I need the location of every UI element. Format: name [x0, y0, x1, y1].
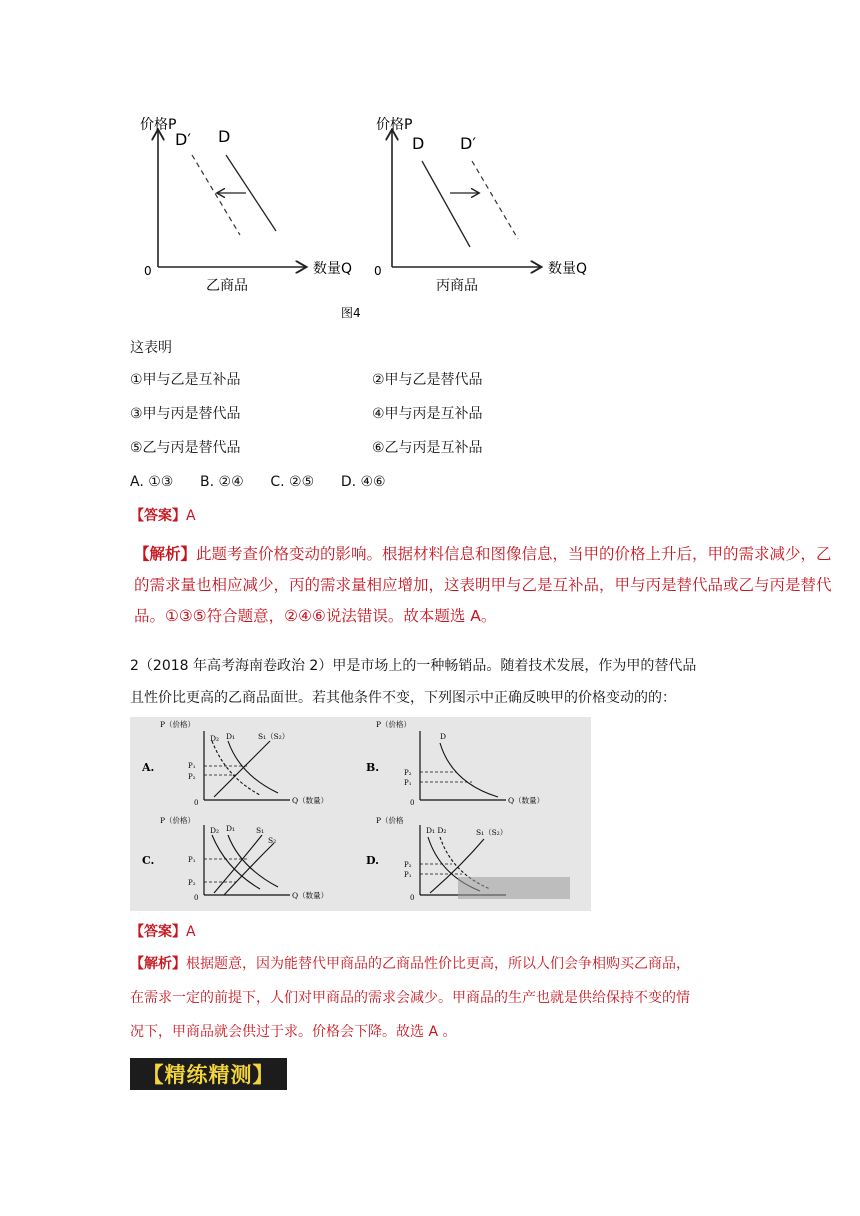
question-2-line-1: 2（2018 年高考海南卷政治 2）甲是市场上的一种畅销品。随着技术发展，作为甲的替代品	[130, 658, 697, 674]
left-curve-shifted-label: D′	[175, 130, 191, 149]
svg-text:0: 0	[194, 799, 199, 807]
svg-text:P₂: P₂	[188, 773, 196, 781]
option-3: ③甲与丙是替代品	[130, 406, 241, 422]
svg-text:P₁: P₁	[188, 856, 196, 864]
right-origin: 0	[374, 264, 382, 278]
chart-d-label: D.	[366, 854, 379, 867]
svg-text:S₁（S₂）: S₁（S₂）	[258, 732, 290, 741]
svg-text:P₁: P₁	[404, 871, 412, 879]
svg-text:P（价格）: P（价格）	[160, 816, 196, 825]
svg-text:P₂: P₂	[188, 879, 196, 887]
answer-1	[130, 506, 196, 526]
left-curve-original-label: D	[218, 127, 231, 146]
right-xaxis-label: 数量Q	[548, 261, 588, 277]
option-6: ⑥乙与丙是互补品	[372, 440, 483, 456]
answer-2-value: A	[186, 924, 196, 940]
svg-text:P（价格）: P（价格）	[376, 720, 412, 729]
svg-text:0: 0	[194, 894, 199, 902]
svg-text:Q（数量）: Q（数量）	[292, 796, 329, 805]
svg-text:P₁: P₁	[404, 779, 412, 787]
figure-4	[130, 105, 610, 325]
chart-option-d	[366, 815, 570, 902]
svg-text:P₂: P₂	[404, 769, 412, 777]
svg-text:D₂: D₂	[210, 826, 220, 835]
svg-text:P₂: P₂	[404, 861, 412, 869]
svg-text:0: 0	[410, 894, 415, 902]
left-caption: 乙商品	[206, 278, 248, 294]
analysis-text: 此题考查价格变动的影响。根据材料信息和图像信息，当甲的价格上升后，甲的需求减少，乙的需求量也相应减少，丙的需求量相应增加，这表明甲与乙是互补品，甲与丙是替代品或乙与丙是替代品。①③⑤符合题意，②④⑥说法错误。故本题选 A。	[134, 545, 832, 625]
right-curve-shifted-label: D′	[460, 134, 476, 153]
question-stem: 这表明	[130, 340, 172, 356]
analysis-2-line-3: 况下，甲商品就会供过于求。价格会下降。故选 A 。	[130, 1024, 457, 1040]
answer-choices: A. ①③ B. ②④ C. ②⑤ D. ④⑥	[130, 474, 386, 490]
left-origin: 0	[144, 264, 152, 278]
right-caption: 丙商品	[436, 278, 478, 294]
blurred-watermark	[458, 877, 570, 899]
section-banner	[130, 1058, 287, 1090]
right-demand-curve	[422, 161, 470, 247]
chart-yi	[140, 116, 352, 294]
analysis-label: 【解析】	[134, 545, 197, 563]
svg-text:D₁ D₂: D₁ D₂	[426, 826, 447, 835]
answer-value: A	[186, 508, 196, 524]
left-xaxis-label: 数量Q	[313, 261, 353, 277]
svg-text:0: 0	[410, 799, 415, 807]
question-2-line-2: 且性价比更高的乙商品面世。若其他条件不变，下列图示中正确反映甲的价格变动的的：	[130, 690, 676, 706]
chart-option-b	[366, 719, 544, 807]
chart-option-a	[141, 719, 328, 807]
svg-text:S₁: S₁	[256, 826, 265, 835]
chart-c-label: C.	[142, 854, 155, 867]
svg-text:P（价格: P（价格	[376, 816, 404, 825]
analysis-1	[134, 539, 844, 632]
right-curve-original-label: D	[412, 134, 425, 153]
option-5: ⑤乙与丙是替代品	[130, 440, 241, 456]
svg-text:Q（数量）: Q（数量）	[292, 891, 329, 900]
svg-text:D₂: D₂	[210, 734, 220, 743]
right-dashed-demand-curve	[472, 161, 518, 239]
option-1: ①甲与乙是互补品	[130, 372, 241, 388]
analysis-2-line-2: 在需求一定的前提下，人们对甲商品的需求会减少。甲商品的生产也就是供给保持不变的情	[130, 990, 690, 1006]
answer-2	[130, 922, 196, 942]
option-4: ④甲与丙是互补品	[372, 406, 483, 422]
section-banner-text: 【精练精测】	[142, 1063, 275, 1087]
svg-text:D₁: D₁	[226, 732, 236, 741]
svg-text:P（价格）: P（价格）	[160, 720, 196, 729]
svg-text:D: D	[440, 732, 447, 741]
left-dashed-demand-curve	[192, 155, 240, 235]
analysis-2-line-1: 【解析】根据题意，因为能替代甲商品的乙商品性价比更高，所以人们会争相购买乙商品，	[130, 956, 690, 972]
analysis-2-label: 【解析】	[130, 956, 186, 972]
answer-label: 【答案】	[130, 508, 186, 524]
chart-option-c	[142, 815, 328, 902]
svg-text:S₁（S₂）: S₁（S₂）	[476, 828, 508, 837]
right-yaxis-label: 价格P	[376, 117, 413, 133]
answer-2-label: 【答案】	[130, 924, 186, 940]
option-2: ②甲与乙是替代品	[372, 372, 483, 388]
answer-charts-panel	[130, 717, 591, 911]
chart-a-label: A.	[142, 761, 155, 774]
chart-b-label: B.	[366, 761, 380, 774]
svg-text:D₁: D₁	[226, 824, 236, 833]
svg-text:P₁: P₁	[188, 762, 196, 770]
svg-text:S₂: S₂	[268, 836, 277, 845]
left-yaxis-label: 价格P	[140, 117, 177, 133]
svg-text:Q（数量）: Q（数量）	[508, 796, 545, 805]
chart-bing	[374, 116, 587, 294]
figure-title: 图4	[341, 306, 361, 320]
